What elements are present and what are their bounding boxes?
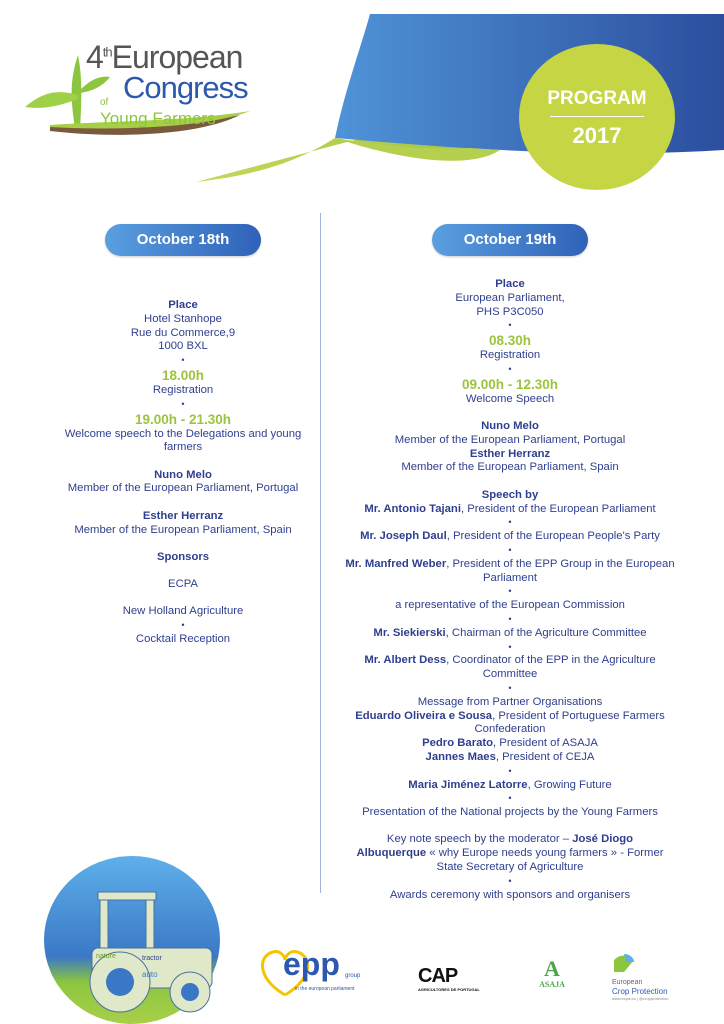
- line-text: •: [508, 517, 512, 528]
- speaker-name: Mr. Siekierski: [373, 626, 446, 639]
- line-text: PHS P3C050: [476, 305, 544, 318]
- line-text: , President of ASAJA: [493, 737, 598, 750]
- line-text: 19.00h - 21.30h: [134, 411, 232, 427]
- line-text: Registration: [479, 349, 541, 362]
- line-text: •: [508, 613, 512, 624]
- time-slot: [336, 333, 684, 349]
- schedule-line: [336, 306, 684, 320]
- schedule-line: [30, 441, 336, 455]
- day1-schedule: [30, 299, 336, 660]
- line-text: farmers: [163, 441, 203, 454]
- schedule-section: [30, 578, 336, 592]
- line-text: •: [508, 320, 512, 331]
- schedule-line: [30, 384, 336, 398]
- line-text: Place: [495, 278, 525, 290]
- schedule-line: [336, 558, 684, 572]
- line-text: Esther Herranz: [142, 509, 224, 522]
- line-text: Sponsors: [156, 550, 210, 563]
- line-text: Member of the European Parliament, Spain: [74, 523, 292, 536]
- schedule-line: [336, 654, 684, 668]
- schedule-line: [336, 779, 684, 793]
- line-text: 18.00h: [161, 367, 205, 383]
- time-slot: [30, 368, 336, 384]
- section-heading: [30, 469, 336, 483]
- line-text: ECPA: [168, 578, 198, 591]
- logo-ordinal-suffix: th: [102, 44, 112, 60]
- ecpa-logo: [612, 952, 712, 1001]
- line-text: , Coordinator of the EPP in the Agriculture: [446, 654, 656, 667]
- badge-divider: [550, 116, 644, 117]
- schedule-line: [30, 313, 336, 327]
- speaker-name: Mr. Joseph Daul: [360, 530, 447, 543]
- schedule-section: [30, 510, 336, 538]
- line-text: •: [508, 586, 512, 597]
- line-text: Confederation: [474, 723, 546, 736]
- bullet-separator: [336, 792, 684, 806]
- schedule-line: [336, 530, 684, 544]
- schedule-line: [336, 833, 684, 847]
- date-pill-oct-18: October 18th: [105, 224, 261, 256]
- program-badge: [519, 44, 675, 190]
- ecpa-line1: European: [612, 979, 643, 986]
- line-text: Presentation of the National projects by the Young Farmers: [362, 806, 658, 819]
- schedule-line: [336, 393, 684, 407]
- schedule-line: [336, 710, 684, 724]
- speaker-name: Mr. Antonio Tajani: [364, 502, 461, 515]
- bullet-separator: [336, 613, 684, 627]
- schedule-line: [30, 524, 336, 538]
- section-heading: [336, 489, 684, 503]
- logo-line4: Young Farmers: [100, 109, 216, 128]
- schedule-line: [30, 482, 336, 496]
- line-text: Nuno Melo: [481, 420, 539, 433]
- schedule-section: [30, 551, 336, 565]
- schedule-line: [336, 599, 684, 613]
- line-text: , President of the EPP Group in the European: [446, 557, 675, 570]
- asaja-main: ASAJA: [539, 980, 565, 989]
- cap-logo: [418, 965, 488, 992]
- schedule-line: [336, 889, 684, 903]
- line-text: 09.00h - 12.30h: [461, 376, 559, 392]
- schedule-line: [336, 861, 684, 875]
- line-text: , President of CEJA: [495, 750, 595, 763]
- section-heading: [336, 420, 684, 434]
- line-text: , President of the European Parliament: [460, 502, 656, 515]
- speaker-name: Albuquerque: [356, 847, 427, 860]
- line-text: Member of the European Parliament, Spain: [401, 461, 619, 474]
- schedule-line: [30, 340, 336, 354]
- line-text: Cocktail Reception: [135, 633, 231, 646]
- tractor-word: tractor: [142, 955, 162, 962]
- badge-title: PROGRAM: [547, 88, 647, 109]
- speaker-name: José Diogo: [572, 833, 634, 846]
- line-text: Place: [168, 299, 198, 311]
- bullet-separator: [336, 765, 684, 779]
- schedule-line: [336, 737, 684, 751]
- schedule-line: [336, 434, 684, 448]
- schedule-line: [30, 578, 336, 592]
- time-slot: [30, 412, 336, 428]
- cap-sub: AGRICULTORES DE PORTUGAL: [418, 987, 480, 992]
- line-text: Awards ceremony with sponsors and organisers: [389, 888, 631, 901]
- schedule-line: [336, 723, 684, 737]
- section-heading: [30, 299, 336, 313]
- line-text: a representative of the European Commission: [395, 599, 625, 612]
- schedule-section: [336, 278, 684, 407]
- speaker-name: Maria Jiménez Latorre: [408, 778, 528, 791]
- epp-logo: [255, 945, 375, 1000]
- schedule-line: [336, 696, 684, 710]
- section-heading: [30, 551, 336, 565]
- line-text: •: [508, 641, 512, 652]
- line-text: European Parliament,: [455, 291, 565, 304]
- line-text: , President of the European People's Party: [446, 530, 660, 543]
- line-text: 08.30h: [488, 333, 532, 349]
- day2-schedule: [336, 278, 684, 916]
- line-text: •: [508, 544, 512, 555]
- schedule-line: [336, 627, 684, 641]
- line-text: •: [508, 682, 512, 693]
- congress-logo: [20, 35, 280, 145]
- schedule-line: [30, 633, 336, 647]
- logo-line1: European: [111, 39, 243, 75]
- schedule-line: [336, 806, 684, 820]
- line-text: , President of Portuguese Farmers: [492, 709, 665, 722]
- line-text: •: [181, 355, 185, 366]
- ecpa-leaf-icon: [612, 952, 636, 974]
- speaker-name: Eduardo Oliveira e Sousa: [355, 709, 493, 722]
- bullet-separator: [336, 641, 684, 655]
- badge-year: 2017: [572, 123, 622, 148]
- line-text: « why Europe needs young farmers » - Former: [426, 847, 664, 860]
- schedule-line: [336, 461, 684, 475]
- line-text: Message from Partner Organisations: [417, 695, 603, 708]
- line-text: Speech by: [481, 488, 539, 501]
- tractor-word-cloud-image: [40, 850, 230, 1024]
- line-text: Welcome Speech: [465, 392, 555, 405]
- bullet-separator: [30, 619, 336, 633]
- line-text: •: [181, 620, 185, 631]
- ecpa-line2: Crop Protection: [612, 987, 668, 996]
- bullet-separator: [336, 875, 684, 889]
- line-text: State Secretary of Agriculture: [436, 860, 584, 873]
- schedule-section: [30, 299, 336, 455]
- bullet-separator: [336, 585, 684, 599]
- epp-main: epp: [283, 946, 340, 982]
- tractor-word: nature: [96, 953, 116, 960]
- line-text: Nuno Melo: [154, 468, 212, 481]
- bullet-separator: [30, 398, 336, 412]
- line-text: •: [508, 793, 512, 804]
- logo-ordinal: 4: [86, 39, 103, 75]
- ecpa-sub: www.ecpa.eu | @cropprotection: [612, 996, 669, 1001]
- line-text: New Holland Agriculture: [122, 605, 244, 618]
- schedule-section: [30, 469, 336, 497]
- schedule-line: [336, 503, 684, 517]
- asaja-logo: [532, 958, 572, 990]
- line-text: Parliament: [483, 571, 537, 584]
- speaker-name: Jannes Maes: [425, 750, 496, 763]
- section-heading: [336, 278, 684, 292]
- bullet-separator: [336, 363, 684, 377]
- schedule-line: [30, 327, 336, 341]
- speaker-name: Mr. Albert Dess: [364, 654, 447, 667]
- line-text: Committee: [482, 668, 538, 681]
- section-heading: [30, 510, 336, 524]
- cap-main: CAP: [418, 965, 458, 987]
- schedule-line: [336, 751, 684, 765]
- line-text: Rue du Commerce,9: [130, 326, 236, 339]
- schedule-section: [336, 489, 684, 820]
- logo-line2: Congress: [123, 70, 248, 105]
- schedule-section: [336, 833, 684, 902]
- schedule-section: [30, 605, 336, 646]
- schedule-line: [336, 847, 684, 861]
- line-text: Member of the European Parliament, Portugal: [394, 433, 626, 446]
- line-text: Member of the European Parliament, Portugal: [67, 482, 299, 495]
- bullet-separator: [30, 354, 336, 368]
- line-text: Esther Herranz: [469, 447, 551, 460]
- time-slot: [336, 377, 684, 393]
- schedule-line: [336, 292, 684, 306]
- bullet-separator: [336, 516, 684, 530]
- line-text: Registration: [152, 383, 214, 396]
- line-text: 1000 BXL: [158, 340, 208, 353]
- schedule-line: [30, 605, 336, 619]
- logo-line3: of: [100, 97, 109, 108]
- schedule-line: [336, 668, 684, 682]
- bullet-separator: [336, 319, 684, 333]
- section-heading: [336, 448, 684, 462]
- schedule-section: [336, 420, 684, 475]
- line-text: , Chairman of the Agriculture Committee: [445, 626, 647, 639]
- line-text: Key note speech by the moderator –: [386, 833, 573, 846]
- line-text: Hotel Stanhope: [144, 312, 222, 325]
- schedule-line: [30, 428, 336, 442]
- bullet-separator: [336, 682, 684, 696]
- line-text: , Growing Future: [527, 778, 612, 791]
- line-text: Welcome speech to the Delegations and young: [64, 427, 302, 440]
- epp-sub1: group: [345, 973, 361, 979]
- speaker-name: Pedro Barato: [422, 737, 494, 750]
- tractor-word: auto: [142, 970, 158, 979]
- line-text: •: [508, 875, 512, 886]
- bullet-separator: [336, 544, 684, 558]
- date-pill-oct-19: October 19th: [432, 224, 588, 256]
- line-text: •: [508, 363, 512, 374]
- schedule-line: [336, 572, 684, 586]
- schedule-line: [336, 349, 684, 363]
- epp-sub2: in the european parliament: [295, 986, 355, 992]
- line-text: •: [508, 765, 512, 776]
- speaker-name: Mr. Manfred Weber: [345, 557, 447, 570]
- asaja-a-icon: A: [544, 956, 560, 981]
- line-text: •: [181, 398, 185, 409]
